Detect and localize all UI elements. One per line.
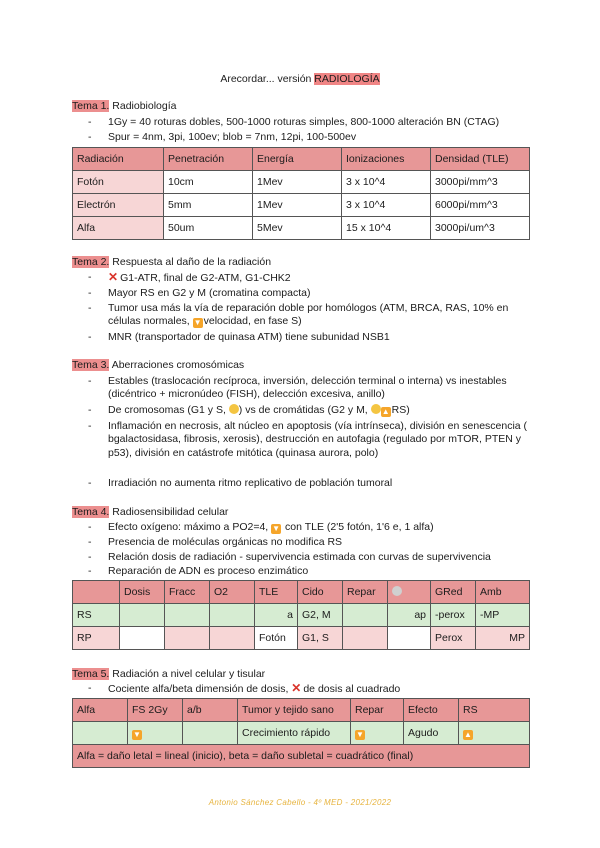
title-prefix: Arecordar... versión xyxy=(220,73,315,85)
tema4-bullet-3: - Relación dosis de radiación - supervivencia estimada con curvas de supervivencia xyxy=(88,551,491,563)
down-arrow-icon: ▼ xyxy=(133,729,141,739)
tema4-title: Radiosensibilidad celular xyxy=(109,506,229,518)
tema4-bullet-2: - Presencia de moléculas orgánicas no modifica RS xyxy=(88,536,343,548)
cross-icon: ✕ xyxy=(291,681,302,695)
tema3-heading xyxy=(72,359,244,371)
tema3-bullet-1: - Estables (traslocación recíproca, inversión, delección terminal o interna) vs inestables (dicéntrico + micronúdeo (FISH), delección excesiva, anillo) xyxy=(88,375,507,401)
happy-face-icon xyxy=(371,404,381,414)
tema3-bullet-3: - Inflamación en necrosis, alt núcleo en apoptosis (vía intrínseca), división en senescencia ( bgalactosidasa, fibrosis, xerosis), destrucción en autofagia (regulado por mTOR, PTEN y p53), división en catástrofe mitótica (quinasa aurora, polo) xyxy=(88,420,528,459)
tema2-title: Respuesta al daño de la radiación xyxy=(109,256,272,268)
tema5-bullet-1: - Cociente alfa/beta dimensión de dosis, ✕ de dosis al cuadrado xyxy=(88,681,401,695)
table-row: RS a G2, M ap -perox -MP xyxy=(73,604,530,627)
table-row: Alfa 50um 5Mev 15 x 10^4 3000pi/um^3 xyxy=(73,217,530,240)
title-highlight: RADIOLOGÍA xyxy=(314,73,380,85)
table-row: Electrón 5mm 1Mev 3 x 10^4 6000pi/mm^3 xyxy=(73,194,530,217)
tema4-bullet-4: - Reparación de ADN es proceso enzimático xyxy=(88,565,309,577)
tema5-table xyxy=(72,698,530,768)
tema5-title: Radiación a nivel celular y tisular xyxy=(109,668,266,680)
tema3-label: Tema 3. xyxy=(72,359,110,371)
tema2-heading xyxy=(72,256,271,268)
tema3-bullet-4: - Irradiación no aumenta ritmo replicativo de población tumoral xyxy=(88,477,393,489)
tema5-label: Tema 5. xyxy=(72,668,110,680)
page-footer: Antonio Sánchez Cabello - 4º MED - 2021/2022 xyxy=(208,798,392,807)
tema2-bullet-4: - MNR (transportador de quinasa ATM) tiene subunidad NSB1 xyxy=(88,331,390,343)
tema2-bullet-3: - Tumor usa más la vía de reparación doble por homólogos (ATM, BRCA, RAS, 10% en células normales, ▼ velocidad, en fase S) xyxy=(88,302,509,328)
tema1-title: Radiobiología xyxy=(109,100,177,112)
tema4-heading xyxy=(72,506,228,518)
tema3-bullet-2: - De cromosomas (G1 y S, ) vs de cromátidas (G2 y M, ▲ RS) xyxy=(88,404,410,416)
tema1-bullet-1: - 1Gy = 40 roturas dobles, 500-1000 roturas simples, 800-1000 alteración BN (CTAG) xyxy=(88,116,500,128)
table-row: RP Fotón G1, S Perox MP xyxy=(73,627,530,650)
tema1-table xyxy=(72,147,530,240)
tema1-bullet-2: - Spur = 4nm, 3pi, 100ev; blob = 7nm, 12pi, 100-500ev xyxy=(88,131,357,143)
down-arrow-icon: ▼ xyxy=(356,729,364,739)
tema2-bullet-1: - ✕ G1-ATR, final de G2-ATM, G1-CHK2 xyxy=(88,270,291,284)
table-row: Alfa = daño letal = lineal (inicio), beta = daño subletal = cuadrático (final) xyxy=(73,745,530,768)
tema2-bullet-2: - Mayor RS en G2 y M (cromatina compacta) xyxy=(88,287,311,299)
skull-icon xyxy=(392,586,402,596)
up-arrow-icon: ▲ xyxy=(464,729,472,739)
page-title xyxy=(0,73,600,85)
tema3-title: Aberraciones cromosómicas xyxy=(109,359,245,371)
tema2-label: Tema 2. xyxy=(72,256,110,268)
sad-face-icon xyxy=(229,404,239,414)
table-row: ▼ Crecimiento rápido ▼ Agudo ▲ xyxy=(73,722,530,745)
tema4-table xyxy=(72,580,530,650)
tema5-heading xyxy=(72,668,265,680)
tema4-bullet-1: - Efecto oxígeno: máximo a PO2=4, ▼ con TLE (2'5 fotón, 1'6 e, 1 alfa) xyxy=(88,521,434,533)
down-arrow-icon: ▼ xyxy=(193,318,202,328)
tema1-heading xyxy=(72,100,177,112)
table-row: Radiación Penetración Energía Ionizaciones Densidad (TLE) xyxy=(73,148,530,171)
table-row: Alfa FS 2Gy a/b Tumor y tejido sano Repar Efecto RS xyxy=(73,699,530,722)
tema1-label: Tema 1. xyxy=(72,100,110,112)
tema4-label: Tema 4. xyxy=(72,506,110,518)
table-row: Fotón 10cm 1Mev 3 x 10^4 3000pi/mm^3 xyxy=(73,171,530,194)
table-row: Dosis Fracc O2 TLE Cido Repar GRed Amb xyxy=(73,581,530,604)
up-arrow-icon: ▲ xyxy=(381,407,390,416)
cross-icon: ✕ xyxy=(108,270,119,284)
down-arrow-icon: ▼ xyxy=(272,524,281,533)
